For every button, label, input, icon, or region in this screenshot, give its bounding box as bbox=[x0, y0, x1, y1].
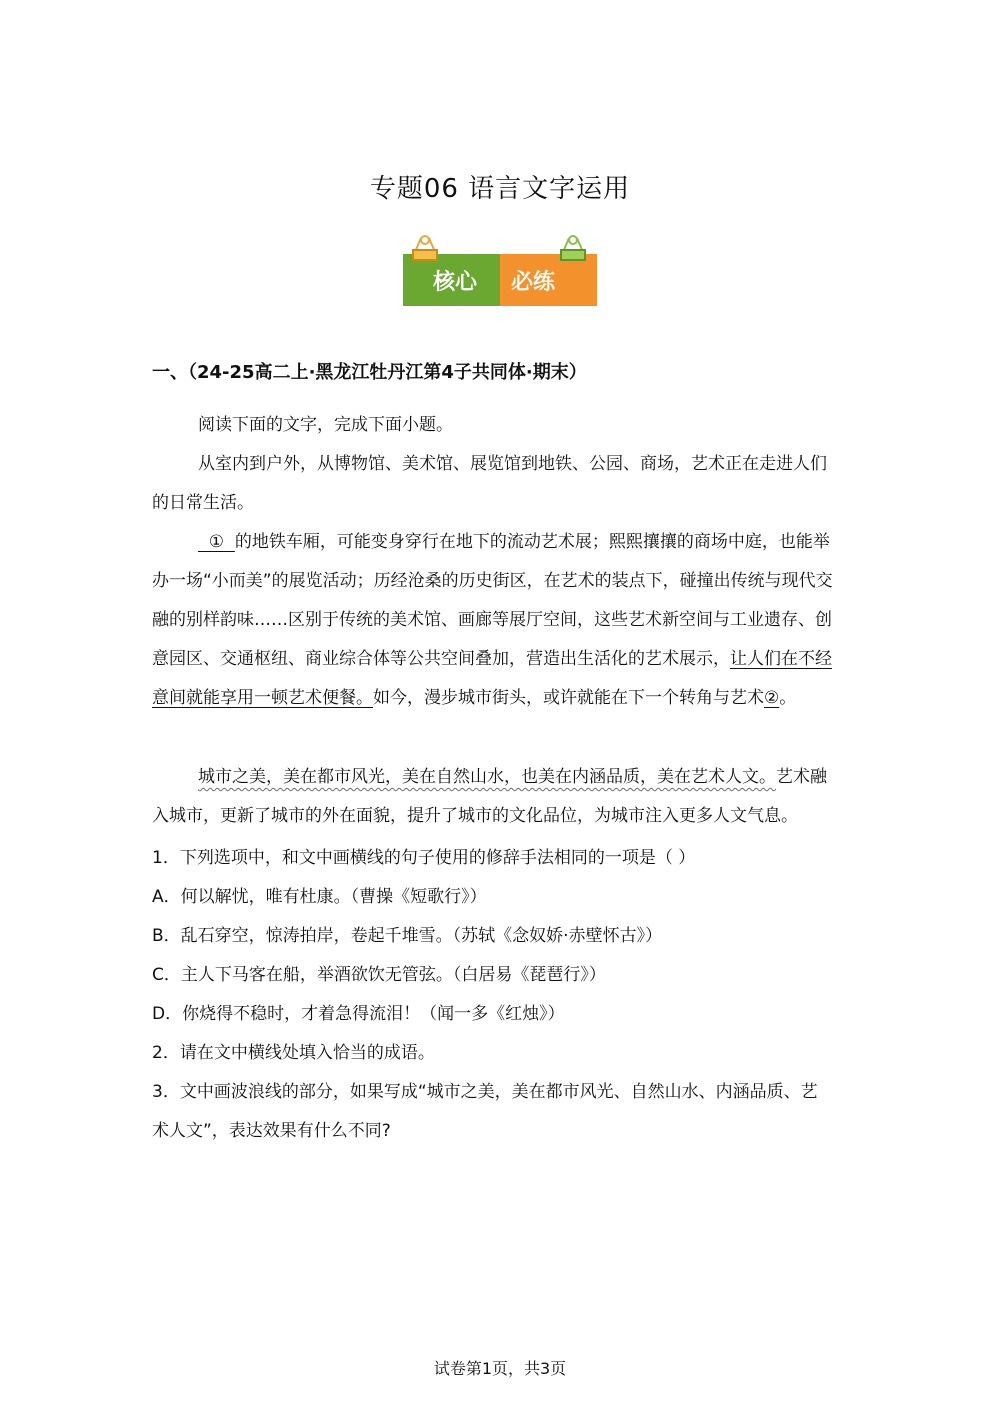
section-heading: 一、（24-25高二上·黑龙江牡丹江第4子共同体·期末） bbox=[152, 362, 587, 383]
core-practice-badge bbox=[403, 234, 597, 306]
p3-rest: 艺术融入城市，更新了城市的外在面貌，提升了城市的文化品位，为城市注入更多人文气息。 bbox=[152, 767, 827, 826]
p2-text-b: 如今，漫步城市街头，或许就能在下一个转角与艺术 bbox=[373, 688, 764, 708]
passage-paragraph-1: 从室内到户外，从博物馆、美术馆、展览馆到地铁、公园、商场，艺术正在走进人们的日常生活。 bbox=[152, 454, 827, 513]
question-1: 1．下列选项中，和文中画横线的句子使用的修辞手法相同的一项是（ ） bbox=[152, 848, 696, 868]
underlined-sentence: 让人们在不经意间就能享用一顿艺术便餐。 bbox=[152, 649, 832, 708]
p2-end: 。 bbox=[779, 688, 797, 708]
option-a: A．何以解忧，唯有杜康。（曹操《短歌行》） bbox=[152, 887, 487, 907]
binder-clip-right-icon bbox=[561, 236, 585, 260]
badge-right-text: 必练 bbox=[510, 270, 556, 295]
p2-text-a: 的地铁车厢，可能变身穿行在地下的流动艺术展；熙熙攘攘的商场中庭，也能举办一场“小而美”的展览活动；历经沧桑的历史街区，在艺术的装点下，碰撞出传统与现代交融的别样韵味……区别于传统的美术馆、画廊等展厅空间，这些艺术新空间与工业遗存、创意园区、交通枢纽、商业综合体等公共空间叠加，营造出生活化的艺术展示， bbox=[152, 532, 833, 669]
page-footer: 试卷第1页，共3页 bbox=[433, 1359, 567, 1378]
option-d: D．你烧得不稳时，才着急得流泪！（闻一多《红烛》） bbox=[152, 1004, 565, 1024]
passage-paragraph-2 bbox=[152, 523, 842, 718]
option-c: C．主人下马客在船，举酒欲饮无管弦。（白居易《琵琶行》） bbox=[152, 965, 606, 985]
question-3-line-1: 3．文中画波浪线的部分，如果写成“城市之美，美在都市风光、自然山水、内涵品质、艺 bbox=[152, 1082, 818, 1102]
question-2: 2．请在文中横线处填入恰当的成语。 bbox=[152, 1043, 435, 1063]
binder-clip-left-icon bbox=[413, 236, 437, 260]
document-title: 专题06 语言文字运用 bbox=[369, 174, 631, 204]
passage-instruction: 阅读下面的文字，完成下面小题。 bbox=[198, 415, 453, 435]
option-b: B．乱石穿空，惊涛拍岸，卷起千堆雪。（苏轼《念奴娇·赤壁怀古》） bbox=[152, 926, 663, 946]
badge-left-text: 核心 bbox=[432, 270, 478, 295]
blank-2: ② bbox=[764, 688, 780, 708]
passage-paragraph-3 bbox=[152, 758, 842, 836]
wavy-underlined-sentence: 城市之美，美在都市风光，美在自然山水，也美在内涵品质，美在艺术人文。 bbox=[198, 767, 776, 787]
blank-1: ① bbox=[198, 532, 235, 552]
question-3-line-2: 术人文”，表达效果有什么不同? bbox=[152, 1121, 391, 1141]
